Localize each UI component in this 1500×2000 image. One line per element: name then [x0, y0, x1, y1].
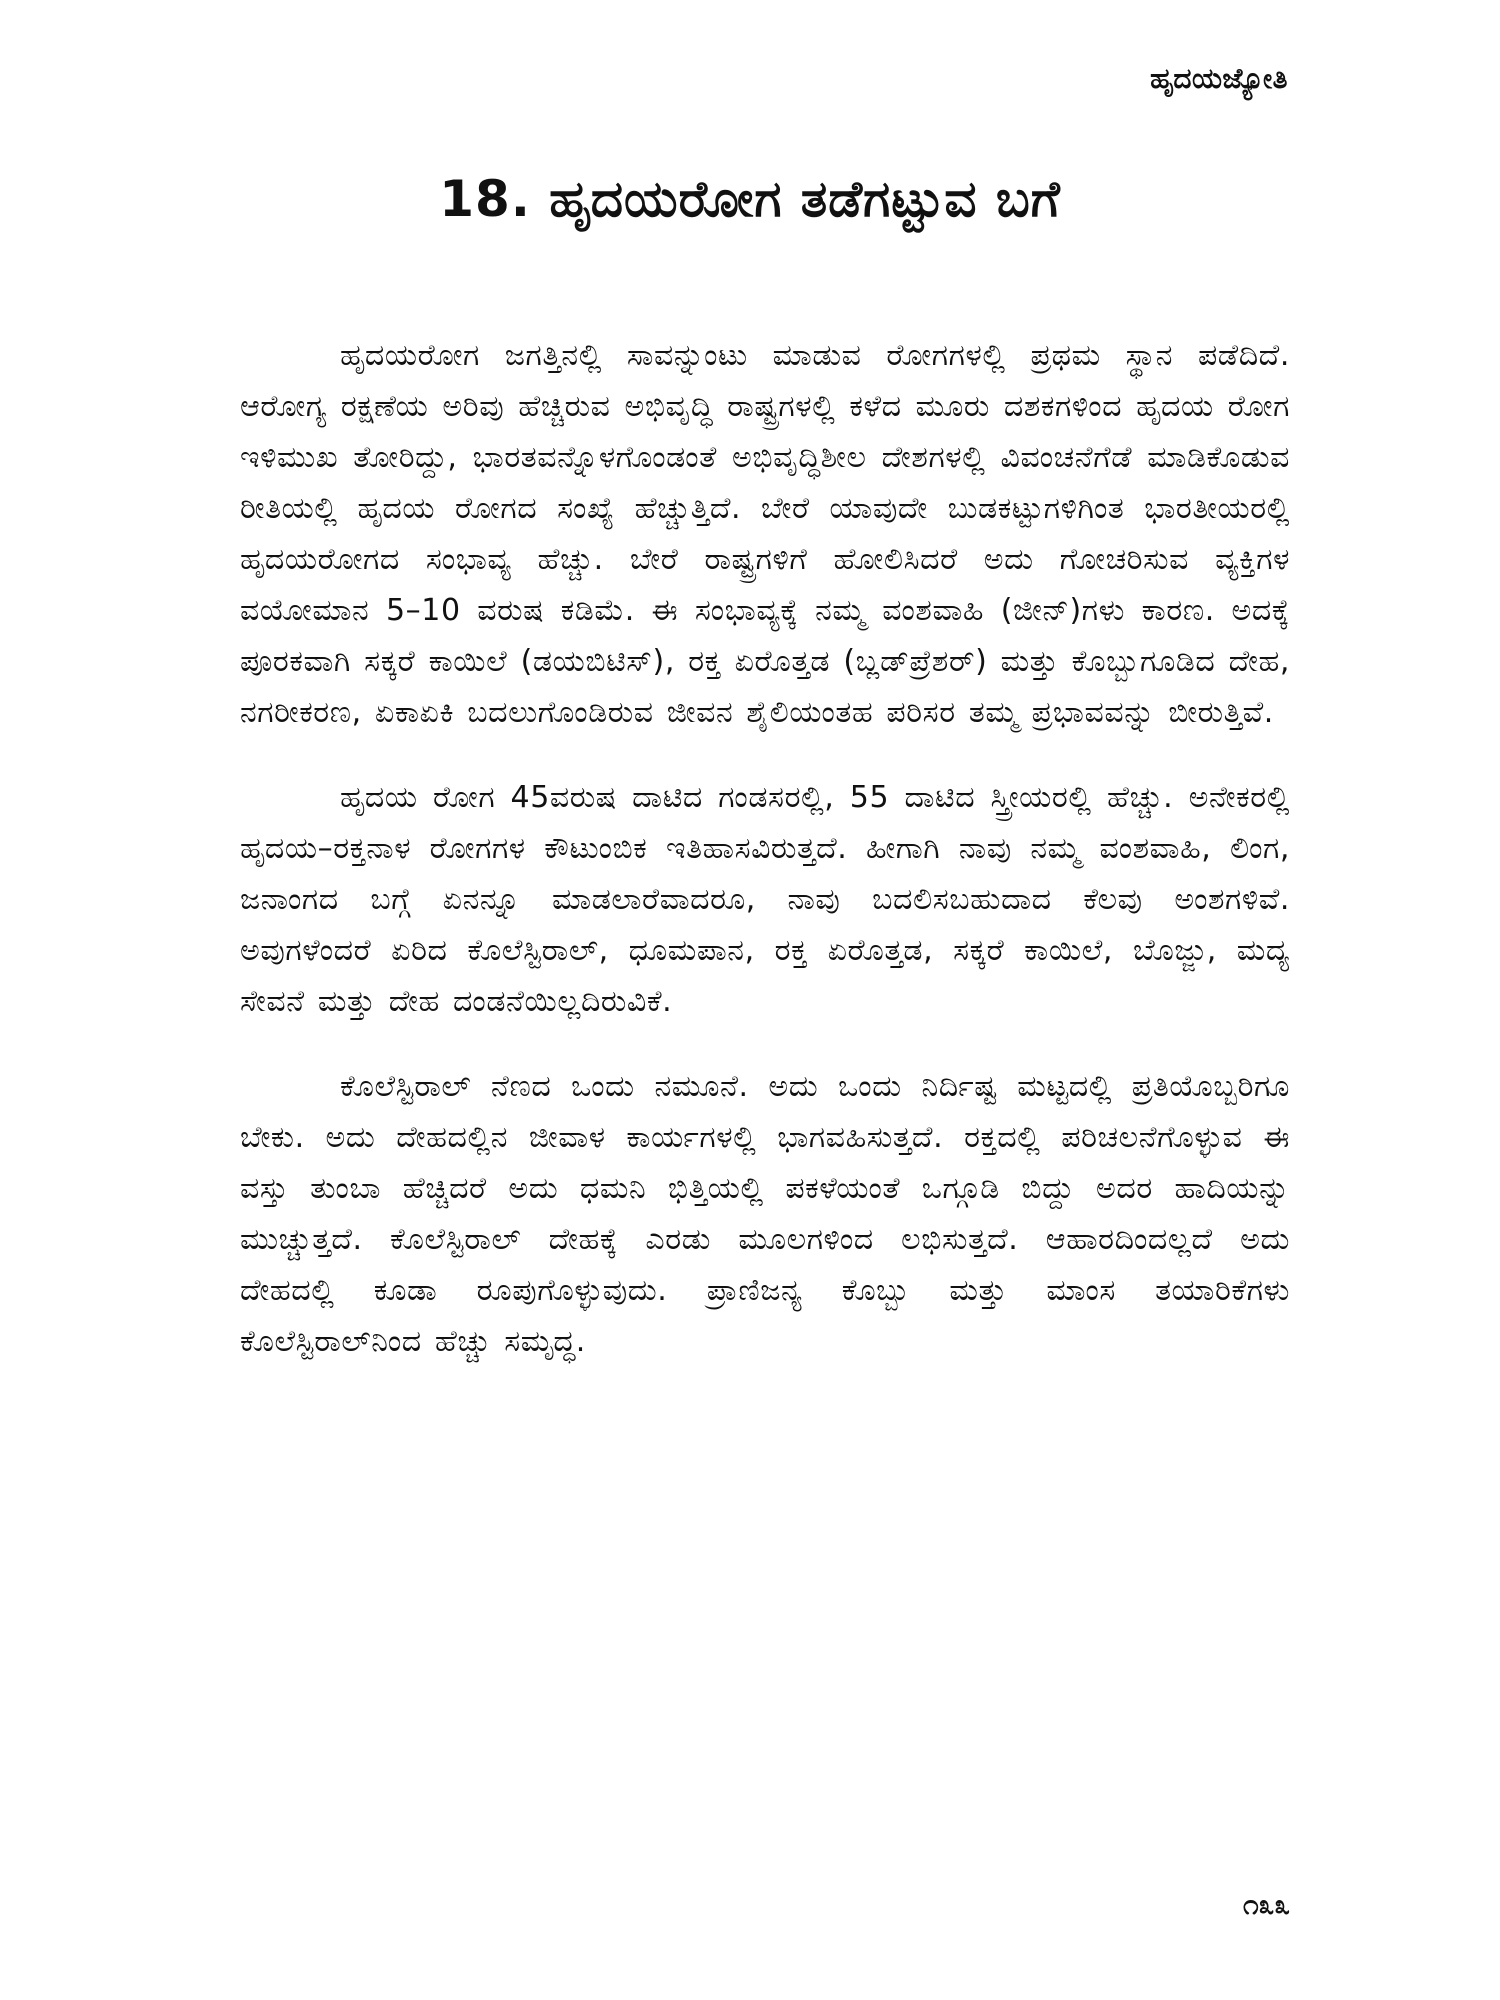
paragraph: ಹೃದಯರೋಗ ಜಗತ್ತಿನಲ್ಲಿ ಸಾವನ್ನುಂಟು ಮಾಡುವ ರೋಗಗಳಲ್ಲಿ ಪ್ರಥಮ ಸ್ಥಾನ ಪಡೆದಿದೆ. ಆರೋಗ್ಯ ರಕ್ಷಣೆಯ ಅರಿವು ಹೆಚ್ಚಿರುವ ಅಭಿವೃದ್ಧಿ ರಾಷ್ಟ್ರಗಳಲ್ಲಿ ಕಳೆದ ಮೂರು ದಶಕಗಳಿಂದ ಹೃದಯ ರೋಗ ಇಳಿಮುಖ ತೋರಿದ್ದು, ಭಾರತವನ್ನೊಳಗೊಂಡಂತೆ ಅಭಿವೃದ್ಧಿಶೀಲ ದೇಶಗಳಲ್ಲಿ ವಿವಂಚನೆಗೆಡೆ ಮಾಡಿಕೊಡುವ ರೀತಿಯಲ್ಲಿ ಹೃದಯ ರೋಗದ ಸಂಖ್ಯೆ ಹೆಚ್ಚುತ್ತಿದೆ. ಬೇರೆ ಯಾವುದೇ ಬುಡಕಟ್ಟುಗಳಿಗಿಂತ ಭಾರತೀಯರಲ್ಲಿ ಹೃದಯರೋಗದ ಸಂಭಾವ್ಯ ಹೆಚ್ಚು. ಬೇರೆ ರಾಷ್ಟ್ರಗಳಿಗೆ ಹೋಲಿಸಿದರೆ ಅದು ಗೋಚರಿಸುವ ವ್ಯಕ್ತಿಗಳ ವಯೋಮಾನ 5–10 ವರುಷ ಕಡಿಮೆ. ಈ ಸಂಭಾವ್ಯಕ್ಕೆ ನಮ್ಮ ವಂಶವಾಹಿ (ಜೀನ್)ಗಳು ಕಾರಣ. ಅದಕ್ಕೆ ಪೂರಕವಾಗಿ ಸಕ್ಕರೆ ಕಾಯಿಲೆ (ಡಯಬಿಟಿಸ್), ರಕ್ತ ಏರೊತ್ತಡ (ಬ್ಲಡ್‌ಪ್ರೆಶರ್) ಮತ್ತು ಕೊಬ್ಬುಗೂಡಿದ ದೇಹ, ನಗರೀಕರಣ, ಏಕಾಏಕಿ ಬದಲುಗೊಂಡಿರುವ ಜೀವನ ಶೈಲಿಯಂತಹ ಪರಿಸರ ತಮ್ಮ ಪ್ರಭಾವವನ್ನು ಬೀರುತ್ತಿವೆ. [240, 338, 1290, 730]
body-text [240, 330, 1290, 1401]
paragraph: ಕೊಲೆಸ್ಟಿರಾಲ್ ನೆಣದ ಒಂದು ನಮೂನೆ. ಅದು ಒಂದು ನಿರ್ದಿಷ್ಟ ಮಟ್ಟದಲ್ಲಿ ಪ್ರತಿಯೊಬ್ಬರಿಗೂ ಬೇಕು. ಅದು ದೇಹದಲ್ಲಿನ ಜೀವಾಳ ಕಾರ್ಯಗಳಲ್ಲಿ ಭಾಗವಹಿಸುತ್ತದೆ. ರಕ್ತದಲ್ಲಿ ಪರಿಚಲನೆಗೊಳ್ಳುವ ಈ ವಸ್ತು ತುಂಬಾ ಹೆಚ್ಚಿದರೆ ಅದು ಧಮನಿ ಭಿತ್ತಿಯಲ್ಲಿ ಪಕಳೆಯಂತೆ ಒಗ್ಗೂಡಿ ಬಿದ್ದು ಅದರ ಹಾದಿಯನ್ನು ಮುಚ್ಚುತ್ತದೆ. ಕೊಲೆಸ್ಟಿರಾಲ್ ದೇಹಕ್ಕೆ ಎರಡು ಮೂಲಗಳಿಂದ ಲಭಿಸುತ್ತದೆ. ಆಹಾರದಿಂದಲ್ಲದೆ ಅದು ದೇಹದಲ್ಲಿ ಕೂಡಾ ರೂಪುಗೊಳ್ಳುವುದು. ಪ್ರಾಣಿಜನ್ಯ ಕೊಬ್ಬು ಮತ್ತು ಮಾಂಸ ತಯಾರಿಕೆಗಳು ಕೊಲೆಸ್ಟಿರಾಲ್‌ನಿಂದ ಹೆಚ್ಚು ಸಮೃದ್ಧ. [240, 1069, 1290, 1359]
running-header: ಹೃದಯಜ್ಯೋತಿ [1150, 62, 1288, 95]
page-number: ೧೩೩ [1242, 1888, 1290, 1921]
chapter-title: 18. ಹೃದಯರೋಗ ತಡೆಗಟ್ಟುವ ಬಗೆ [439, 170, 1061, 228]
paragraph: ಹೃದಯ ರೋಗ 45ವರುಷ ದಾಟಿದ ಗಂಡಸರಲ್ಲಿ, 55 ದಾಟಿದ ಸ್ತ್ರೀಯರಲ್ಲಿ ಹೆಚ್ಚು. ಅನೇಕರಲ್ಲಿ ಹೃದಯ–ರಕ್ತನಾಳ ರೋಗಗಳ ಕೌಟುಂಬಿಕ ಇತಿಹಾಸವಿರುತ್ತದೆ. ಹೀಗಾಗಿ ನಾವು ನಮ್ಮ ವಂಶವಾಹಿ, ಲಿಂಗ, ಜನಾಂಗದ ಬಗ್ಗೆ ಏನನ್ನೂ ಮಾಡಲಾರೆವಾದರೂ, ನಾವು ಬದಲಿಸಬಹುದಾದ ಕೆಲವು ಅಂಶಗಳಿವೆ. ಅವುಗಳೆಂದರೆ ಏರಿದ ಕೊಲೆಸ್ಟಿರಾಲ್, ಧೂಮಪಾನ, ರಕ್ತ ಏರೊತ್ತಡ, ಸಕ್ಕರೆ ಕಾಯಿಲೆ, ಬೊಜ್ಜು, ಮದ್ಯ ಸೇವನೆ ಮತ್ತು ದೇಹ ದಂಡನೆಯಿಲ್ಲದಿರುವಿಕೆ. [240, 780, 1290, 1019]
